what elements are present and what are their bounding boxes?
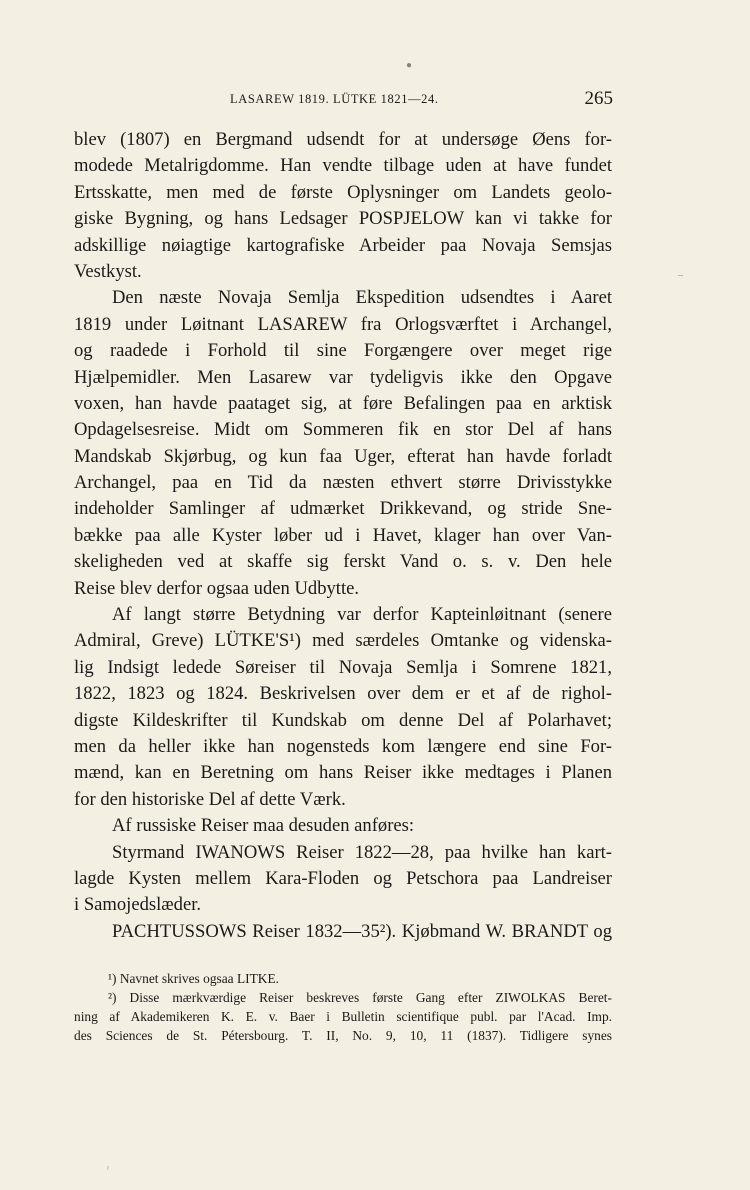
text-line: PACHTUSSOWS Reiser 1832—35²). Kjøbmand W. BRANDT og [112, 920, 612, 942]
text-line: giske Bygning, og hans Ledsager POSPJELOW kan vi takke for [74, 208, 612, 230]
footnote [74, 969, 612, 988]
footnotes [74, 969, 612, 1045]
text-line: Mandskab Skjørbug, og kun faa Uger, efterat han havde forladt [74, 445, 612, 467]
text-line: Hjælpemidler. Men Lasarew var tydeligvis ikke den Opgave [74, 366, 612, 388]
footnote [74, 988, 612, 1045]
margin-tick-mark: ʳ [107, 1164, 110, 1175]
text-line: lagde Kysten mellem Kara-Floden og Petschora paa Landreiser [74, 867, 612, 889]
text-line: indeholder Samlinger af udmærket Drikkevand, og stride Sne- [74, 498, 612, 520]
text-line: Ertsskatte, men med de første Oplysninger om Landets geolo- [74, 181, 612, 203]
footnote-line: des Sciences de St. Pétersbourg. T. II, No. 9, 10, 11 (1837). Tidligere synes [74, 1028, 612, 1043]
text-line: men da heller ikke han nogensteds kom længere end sine For- [74, 735, 612, 757]
body-text [74, 127, 612, 945]
paragraph [74, 813, 612, 839]
text-line: skeligheden ved at skaffe sig ferskt Vand o. s. v. Den hele [74, 551, 612, 573]
text-line: Admiral, Greve) LÜTKE'S¹) med særdeles Omtanke og videnska- [74, 630, 612, 652]
text-line: Den næste Novaja Semlja Ekspedition udsendtes i Aaret [112, 287, 612, 309]
paragraph [74, 602, 612, 813]
footnote-line: ning af Akademikeren K. E. v. Baer i Bulletin scientifique publ. par l'Acad. Imp. [74, 1009, 612, 1024]
text-line: Opdagelsesreise. Midt om Sommeren fik en stor Del af hans [74, 419, 612, 441]
footnote-line: ²) Disse mærkværdige Reiser beskreves første Gang efter ZIWOLKAS Beret- [108, 990, 612, 1005]
text-line: og raadede i Forhold til sine Forgængere over meget rige [74, 340, 612, 362]
text-line: Styrmand IWANOWS Reiser 1822—28, paa hvilke han kart- [112, 841, 612, 863]
text-line: mænd, kan en Beretning om hans Reiser ikke medtages i Planen [74, 762, 612, 784]
text-line: Archangel, paa en Tid da næsten ethvert større Drivisstykke [74, 472, 612, 494]
footnote-line: ¹) Navnet skrives ogsaa LITKE. [108, 971, 279, 986]
text-line: Af russiske Reiser maa desuden anføres: [112, 815, 415, 837]
text-line: i Samojedslæder. [74, 894, 202, 916]
text-line: 1822, 1823 og 1824. Beskrivelsen over dem er et af de righol- [74, 683, 612, 705]
page-number: 265 [584, 88, 613, 109]
paragraph [74, 127, 612, 285]
text-line: Reise blev derfor ogsaa uden Udbytte. [74, 577, 360, 599]
text-line: 1819 under Løitnant LASAREW fra Orlogsværftet i Archangel, [74, 313, 612, 335]
text-line: for den historiske Del af dette Værk. [74, 788, 346, 810]
text-line: Vestkyst. [74, 260, 142, 282]
text-line: adskillige nøiagtige kartografiske Arbeider paa Novaja Semsjas [74, 234, 612, 256]
text-line: bække paa alle Kyster løber ud i Havet, klager han over Van- [74, 524, 612, 546]
paragraph [74, 919, 612, 945]
text-line: digste Kildeskrifter til Kundskab om denne Del af Polarhavet; [74, 709, 612, 731]
text-line: modede Metalrigdomme. Han vendte tilbage uden at have fundet [74, 155, 612, 177]
ink-dot-mark: ● [406, 60, 413, 71]
margin-dash-mark: – [678, 270, 683, 281]
text-line: blev (1807) en Bergmand udsendt for at undersøge Øens for- [74, 129, 612, 150]
paragraph [74, 840, 612, 919]
running-title: LASAREW 1819. LÜTKE 1821—24. [230, 92, 439, 106]
text-line: voxen, han havde paataget sig, at føre Befalingen paa en arktisk [74, 392, 612, 414]
text-line: lig Indsigt ledede Søreiser til Novaja Semlja i Somrene 1821, [74, 656, 612, 678]
paragraph [74, 285, 612, 602]
text-line: Af langt større Betydning var derfor Kapteinløitnant (senere [112, 604, 612, 626]
